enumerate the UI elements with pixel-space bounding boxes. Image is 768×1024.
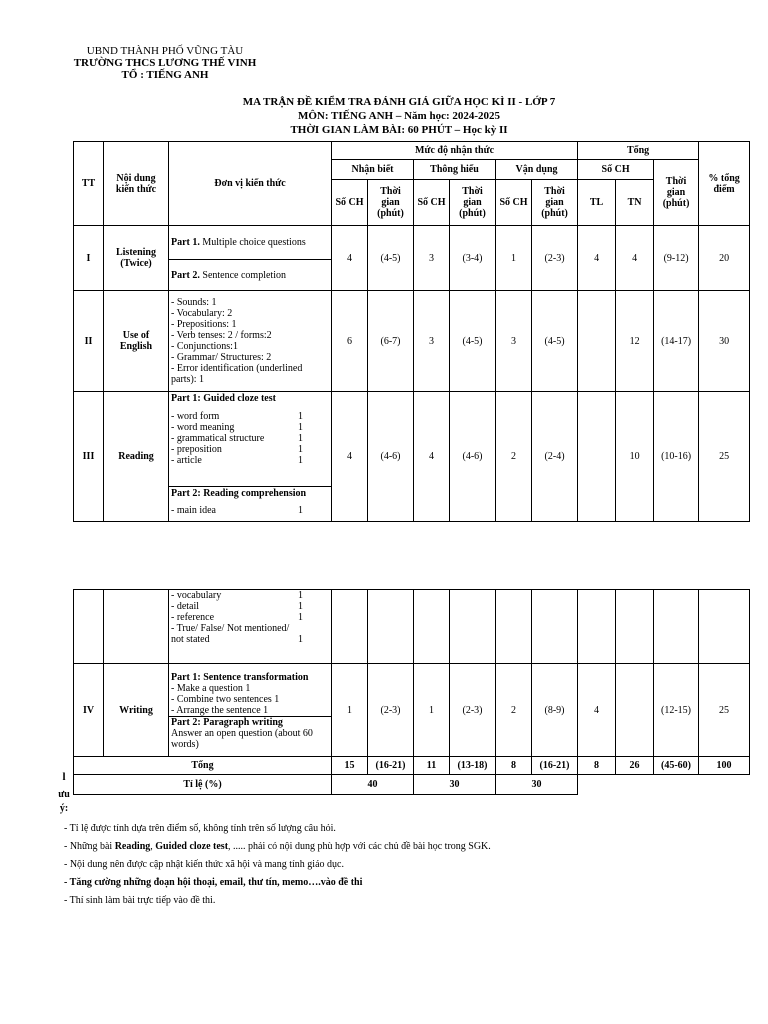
list-item: - Sounds: 1 xyxy=(171,297,217,308)
cell: 3 xyxy=(414,226,450,291)
list-item: - main idea 1 xyxy=(171,505,303,516)
list-item: - Combine two sentences 1 xyxy=(171,693,280,705)
cell: 25 xyxy=(699,392,750,522)
col-tt: TT xyxy=(74,142,104,226)
list-item: - preposition 1 xyxy=(171,444,303,455)
matrix-table-2 xyxy=(73,589,750,795)
row-listening-part2: Part 2. Sentence completion xyxy=(169,260,332,291)
col-th-ch: Số CH xyxy=(414,180,450,226)
department-name: TỔ : TIẾNG ANH xyxy=(121,69,209,81)
list-item: - word form 1 xyxy=(171,411,303,422)
cell: 8 xyxy=(578,757,616,775)
cell: (4-5) xyxy=(368,226,414,291)
doc-title: MA TRẬN ĐỀ KIỂM TRA ĐÁNH GIÁ GIỮA HỌC KÌ II - LỚP 7 xyxy=(242,96,556,108)
col-vd-ch: Số CH xyxy=(496,180,532,226)
cell: (2-3) xyxy=(450,664,496,757)
row-ratio-label: Tỉ lệ (%) xyxy=(74,775,332,795)
cell: 30 xyxy=(496,775,578,795)
list-item: - article 1 xyxy=(171,455,303,466)
cell: 100 xyxy=(699,757,750,775)
cell: (3-4) xyxy=(450,226,496,291)
list-item: - vocabulary 1 xyxy=(171,590,303,601)
row-use-items xyxy=(169,291,332,392)
list-item: - reference 1 xyxy=(171,612,303,623)
col-so-ch-total: Số CH xyxy=(578,160,654,180)
cell: 4 xyxy=(578,226,616,291)
col-thong-hieu: Thông hiểu xyxy=(414,160,496,180)
cell: 8 xyxy=(496,757,532,775)
cell: 12 xyxy=(616,291,654,392)
note-5: - Thí sinh làm bài trực tiếp vào đề thi. xyxy=(64,895,216,906)
list-item: - Grammar/ Structures: 2 xyxy=(171,352,272,363)
doc-duration: THỜI GIAN LÀM BÀI: 60 PHÚT – Học kỳ II xyxy=(290,124,508,136)
col-tl: TL xyxy=(578,180,616,226)
matrix-table-1 xyxy=(73,141,750,522)
cell: (2-3) xyxy=(368,664,414,757)
list-item: - Error identification (underlined parts): 1 xyxy=(171,363,303,385)
cell: 2 xyxy=(496,664,532,757)
doc-subject: MÔN: TIẾNG ANH – Năm học: 2024-2025 xyxy=(297,110,501,122)
cell: (9-12) xyxy=(654,226,699,291)
cell: 1 xyxy=(496,226,532,291)
note-2: - Những bài Reading, Guided cloze test, ..... phải có nội dung phù hợp với các chủ đề bài học trong SGK. xyxy=(64,841,491,852)
col-th-time: Thời gian (phút) xyxy=(450,180,496,226)
cell: (2-4) xyxy=(532,392,578,522)
cell: 26 xyxy=(616,757,654,775)
cell: (10-16) xyxy=(654,392,699,522)
cell: (13-18) xyxy=(450,757,496,775)
col-van-dung: Vận dụng xyxy=(496,160,578,180)
row-total-label: Tổng xyxy=(74,757,332,775)
cell: 30 xyxy=(414,775,496,795)
row-reading-cont: - vocabulary 1 - detail 1 - reference 1 - True/ False/ Not mentioned/ not stated 1 xyxy=(169,590,332,664)
cell: (6-7) xyxy=(368,291,414,392)
school-name: TRƯỜNG THCS LƯƠNG THẾ VINH xyxy=(73,57,257,69)
col-percent: % tổng điểm xyxy=(699,142,750,226)
cell: 3 xyxy=(496,291,532,392)
cell: (12-15) xyxy=(654,664,699,757)
cell: 4 xyxy=(332,226,368,291)
row-reading-part1: Part 1: Guided cloze test - word form 1 - word meaning 1 - grammatical structure 1 - preposition 1 - article 1 xyxy=(169,392,332,487)
cell: 1 xyxy=(332,664,368,757)
list-item: - grammatical structure 1 xyxy=(171,433,303,444)
list-item: - Vocabulary: 2 xyxy=(171,308,233,319)
cell: 6 xyxy=(332,291,368,392)
cell: 30 xyxy=(699,291,750,392)
cell: (2-3) xyxy=(532,226,578,291)
row-reading-tt: III xyxy=(74,392,104,522)
note-4: - Tăng cường những đoạn hội thoại, email, thư tín, memo….vào đề thi xyxy=(64,877,363,888)
row-writing-parts: Part 1: Sentence transformation - Make a question 1 - Combine two sentences 1 - Arrange the sentence 1 Part 2: Paragraph writing Answer an open question (about 60 words) xyxy=(169,664,332,757)
cell: (4-5) xyxy=(532,291,578,392)
list-item: - word meaning 1 xyxy=(171,422,303,433)
cell: (14-17) xyxy=(654,291,699,392)
cell xyxy=(616,664,654,757)
note-label: l ưu ý: xyxy=(58,771,70,814)
col-total: Tổng xyxy=(578,142,699,160)
col-level: Mức độ nhận thức xyxy=(332,142,578,160)
col-content: Nội dung kiến thức xyxy=(104,142,169,226)
list-item: - detail 1 xyxy=(171,601,303,612)
cell: 15 xyxy=(332,757,368,775)
cell: 4 xyxy=(414,392,450,522)
row-listening-tt: I xyxy=(74,226,104,291)
list-item: - Conjunctions:1 xyxy=(171,341,238,352)
col-nb-time: Thời gian (phút) xyxy=(368,180,414,226)
org-name: UBND THÀNH PHỐ VŨNG TÀU xyxy=(86,45,244,57)
cell: 25 xyxy=(699,664,750,757)
cell: (4-6) xyxy=(450,392,496,522)
row-writing-content: Writing xyxy=(104,664,169,757)
col-tn: TN xyxy=(616,180,654,226)
cell: 40 xyxy=(332,775,414,795)
col-nb-ch: Số CH xyxy=(332,180,368,226)
cell: 10 xyxy=(616,392,654,522)
note-3: - Nội dung nên được cập nhật kiến thức xã hội và mang tính giáo dục. xyxy=(64,859,344,870)
col-nhan-biet: Nhận biết xyxy=(332,160,414,180)
col-vd-time: Thời gian (phút) xyxy=(532,180,578,226)
cell: 4 xyxy=(332,392,368,522)
cell: (4-5) xyxy=(450,291,496,392)
row-listening-part1: Part 1. Multiple choice questions xyxy=(169,226,332,260)
cell: 2 xyxy=(496,392,532,522)
row-use-tt: II xyxy=(74,291,104,392)
col-unit: Đơn vị kiến thức xyxy=(169,142,332,226)
row-use-content: Use of English xyxy=(104,291,169,392)
cell xyxy=(578,392,616,522)
cell: 20 xyxy=(699,226,750,291)
list-item: - Make a question 1 xyxy=(171,682,251,694)
row-listening-content: Listening (Twice) xyxy=(104,226,169,291)
list-item: - Prepositions: 1 xyxy=(171,319,237,330)
row-reading-part2: Part 2: Reading comprehension - main idea 1 xyxy=(169,487,332,522)
col-time-total: Thời gian (phút) xyxy=(654,160,699,226)
row-writing-tt: IV xyxy=(74,664,104,757)
cell: (45-60) xyxy=(654,757,699,775)
cell: (8-9) xyxy=(532,664,578,757)
cell xyxy=(578,291,616,392)
cell: (4-6) xyxy=(368,392,414,522)
cell: (16-21) xyxy=(532,757,578,775)
cell: 1 xyxy=(414,664,450,757)
note-1: - Tỉ lệ được tính dựa trên điểm số, không tính trên số lượng câu hỏi. xyxy=(64,823,336,834)
cell: 4 xyxy=(578,664,616,757)
cell: 4 xyxy=(616,226,654,291)
notes xyxy=(64,820,491,910)
list-item: - Arrange the sentence 1 xyxy=(171,704,269,716)
cell: 11 xyxy=(414,757,450,775)
list-item: - Verb tenses: 2 / forms:2 xyxy=(171,330,272,341)
cell: (16-21) xyxy=(368,757,414,775)
cell: 3 xyxy=(414,291,450,392)
row-reading-content: Reading xyxy=(104,392,169,522)
